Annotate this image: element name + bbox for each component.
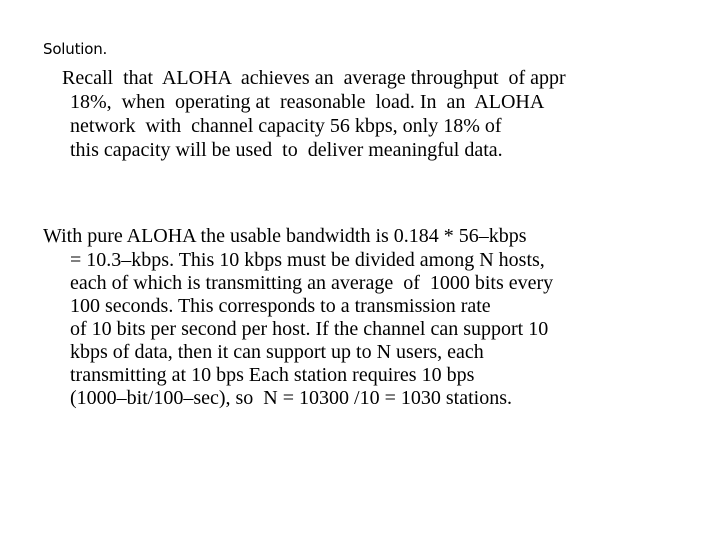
- text-line: (1000–bit/100–sec), so N = 10300 /10 = 1030 stations.: [70, 387, 512, 409]
- text-line: 18%, when operating at reasonable load. In an ALOHA: [70, 91, 545, 113]
- text-line: of 10 bits per second per host. If the channel can support 10: [70, 318, 549, 340]
- text-line: transmitting at 10 bps Each station requires 10 bps: [70, 364, 475, 386]
- solution-heading: Solution.: [43, 40, 108, 58]
- text-line: kbps of data, then it can support up to N users, each: [70, 341, 484, 363]
- text-line: each of which is transmitting an average of 1000 bits every: [70, 272, 554, 294]
- text-line: network with channel capacity 56 kbps, only 18% of: [70, 115, 502, 137]
- text-line: = 10.3–kbps. This 10 kbps must be divided among N hosts,: [70, 249, 545, 271]
- text-line: With pure ALOHA the usable bandwidth is 0.184 * 56–kbps: [43, 225, 527, 247]
- text-line: Recall that ALOHA achieves an average throughput of appr: [62, 67, 566, 89]
- text-line: this capacity will be used to deliver meaningful data.: [70, 139, 503, 161]
- text-line: 100 seconds. This corresponds to a transmission rate: [70, 295, 491, 317]
